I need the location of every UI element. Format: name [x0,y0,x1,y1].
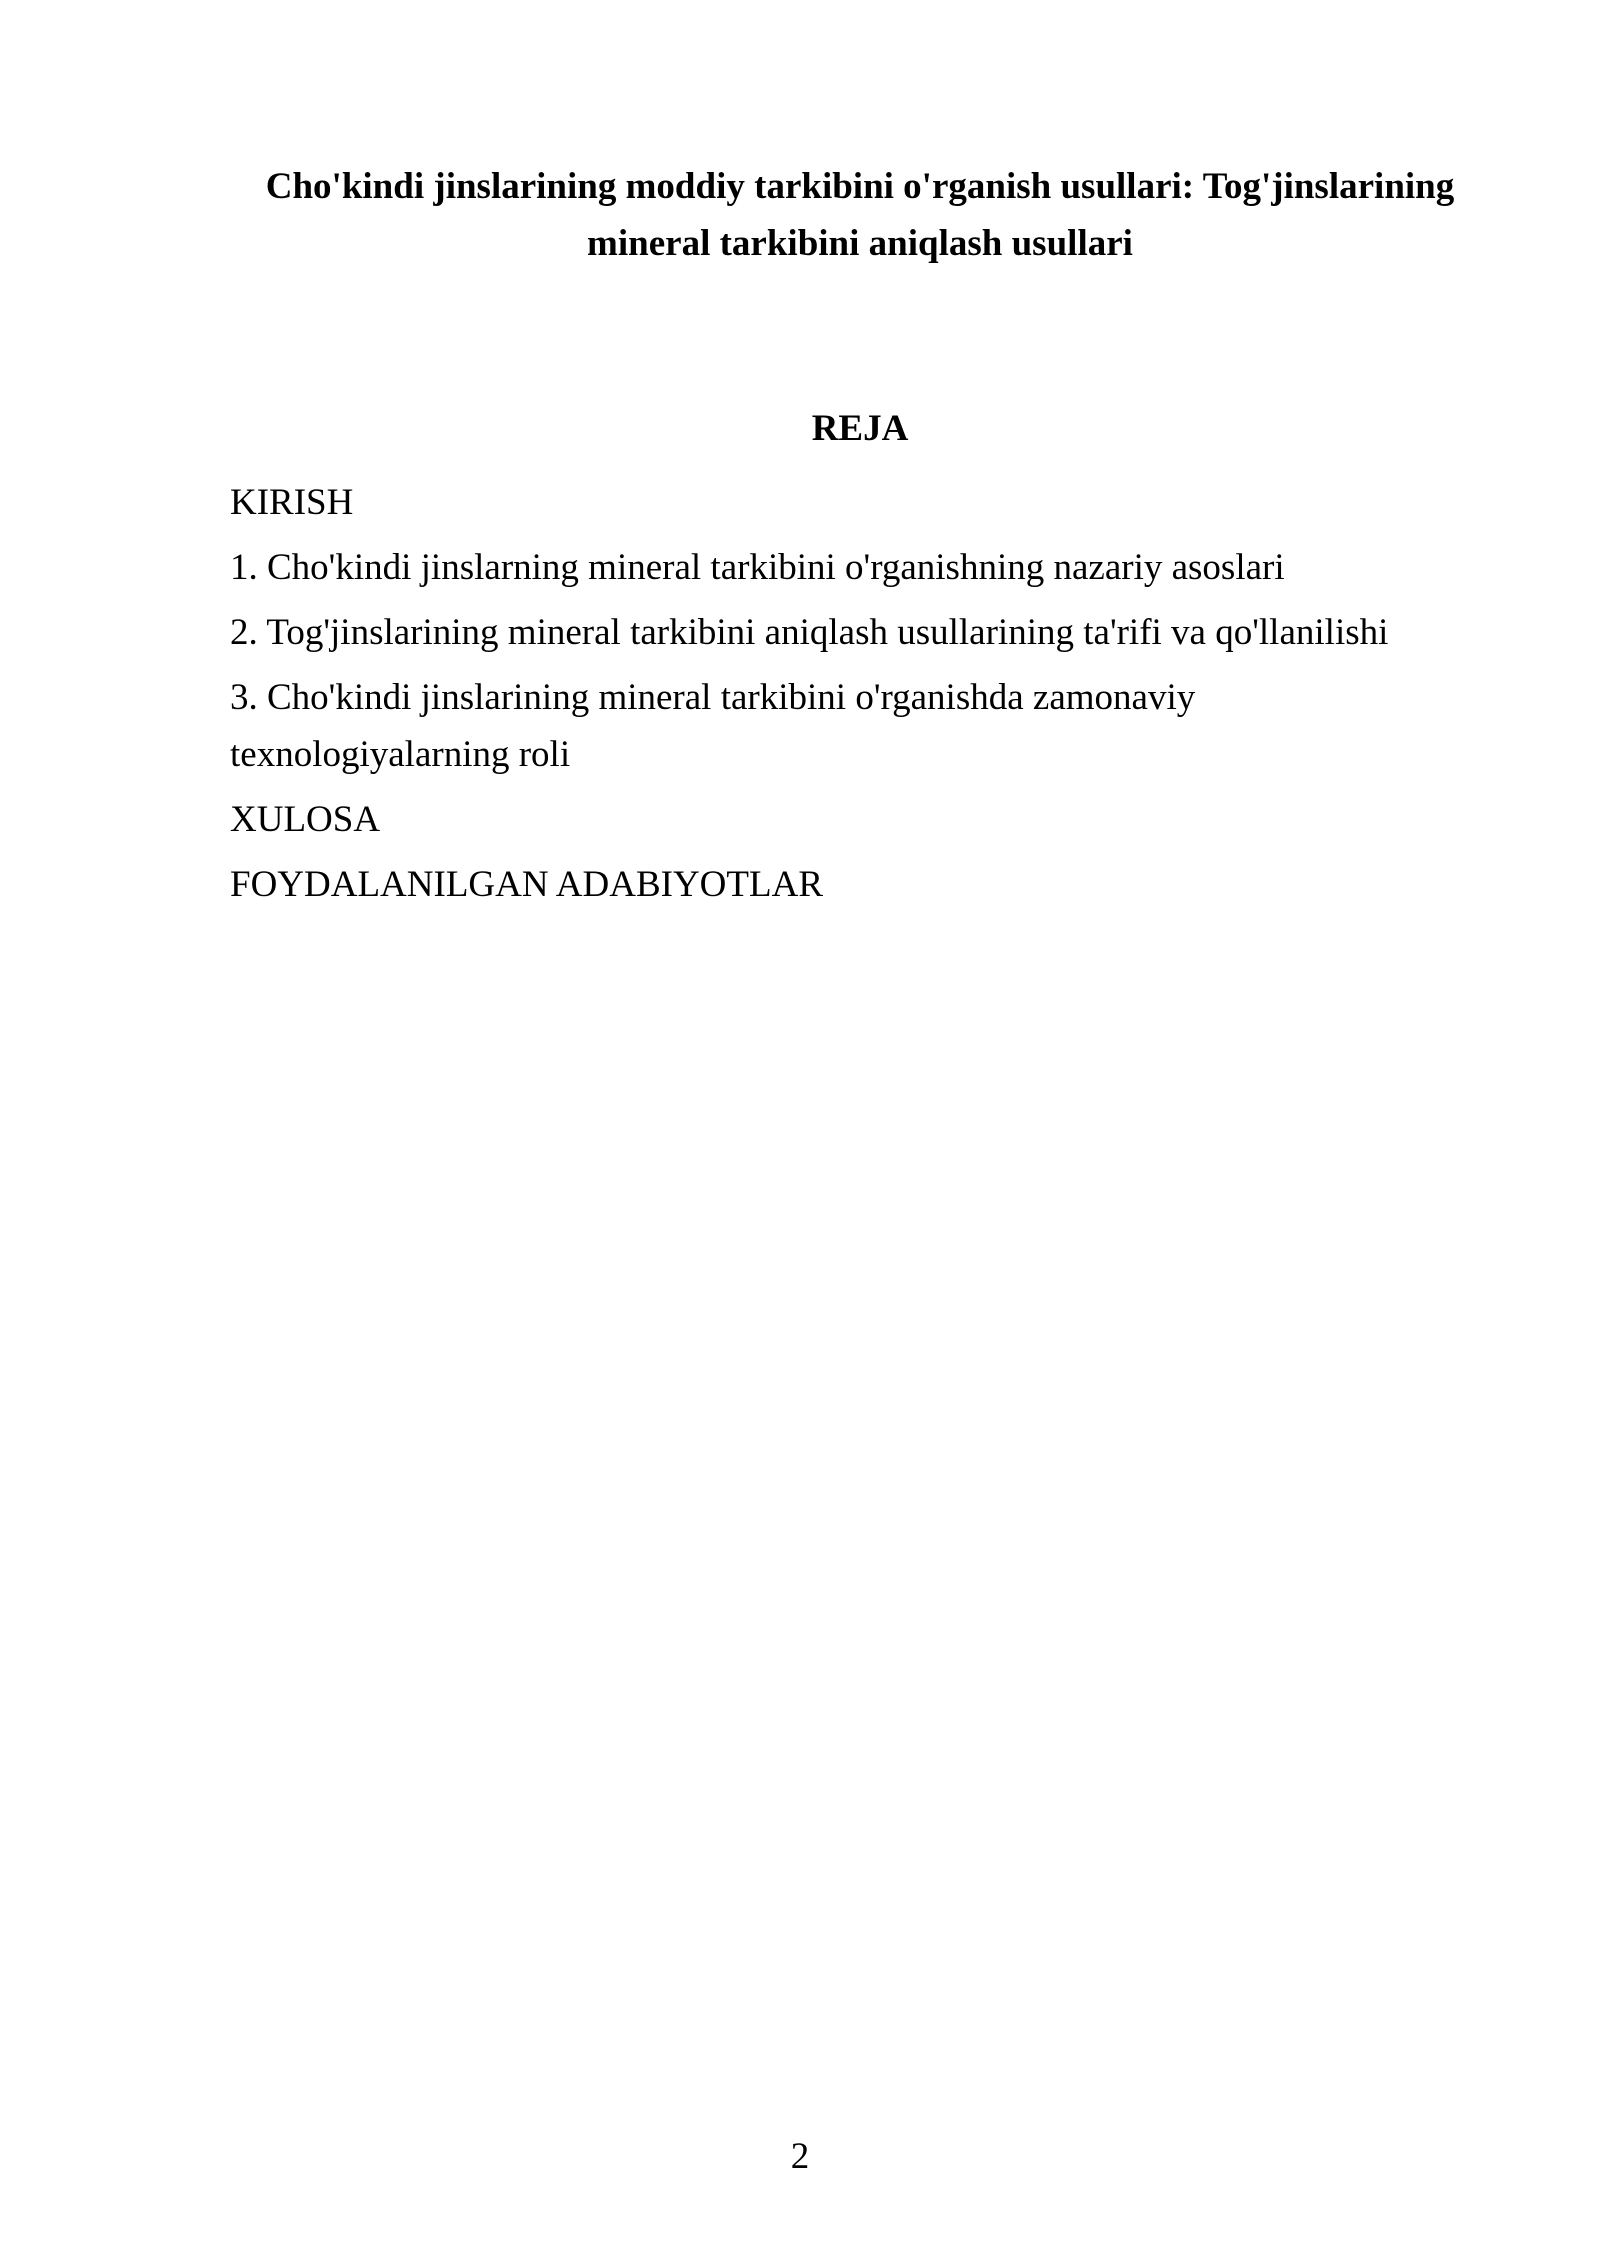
plan-item-2: 2. Tog'jinslarining mineral tarkibini aniqlash usullarining ta'rifi va qo'llanilishi [230,612,1389,653]
plan-item-intro: KIRISH [230,482,354,523]
plan-item-3: 3. Cho'kindi jinslarining mineral tarkibini o'rganishda zamonaviy texnologiyalarning roli [230,677,1196,775]
plan-item-conclusion: XULOSA [230,799,381,840]
page-number: 2 [790,2136,810,2177]
document-title: Cho'kindi jinslarining moddiy tarkibini o'rganish usullari: Tog'jinslarining mineral tarkibini aniqlash usullari [265,166,1455,264]
plan-item-1: 1. Cho'kindi jinslarning mineral tarkibini o'rganishning nazariy asoslari [230,547,1285,588]
plan-item-references: FOYDALANILGAN ADABIYOTLAR [230,864,823,905]
plan-heading: REJA [811,408,909,449]
plan-list [230,474,1430,921]
